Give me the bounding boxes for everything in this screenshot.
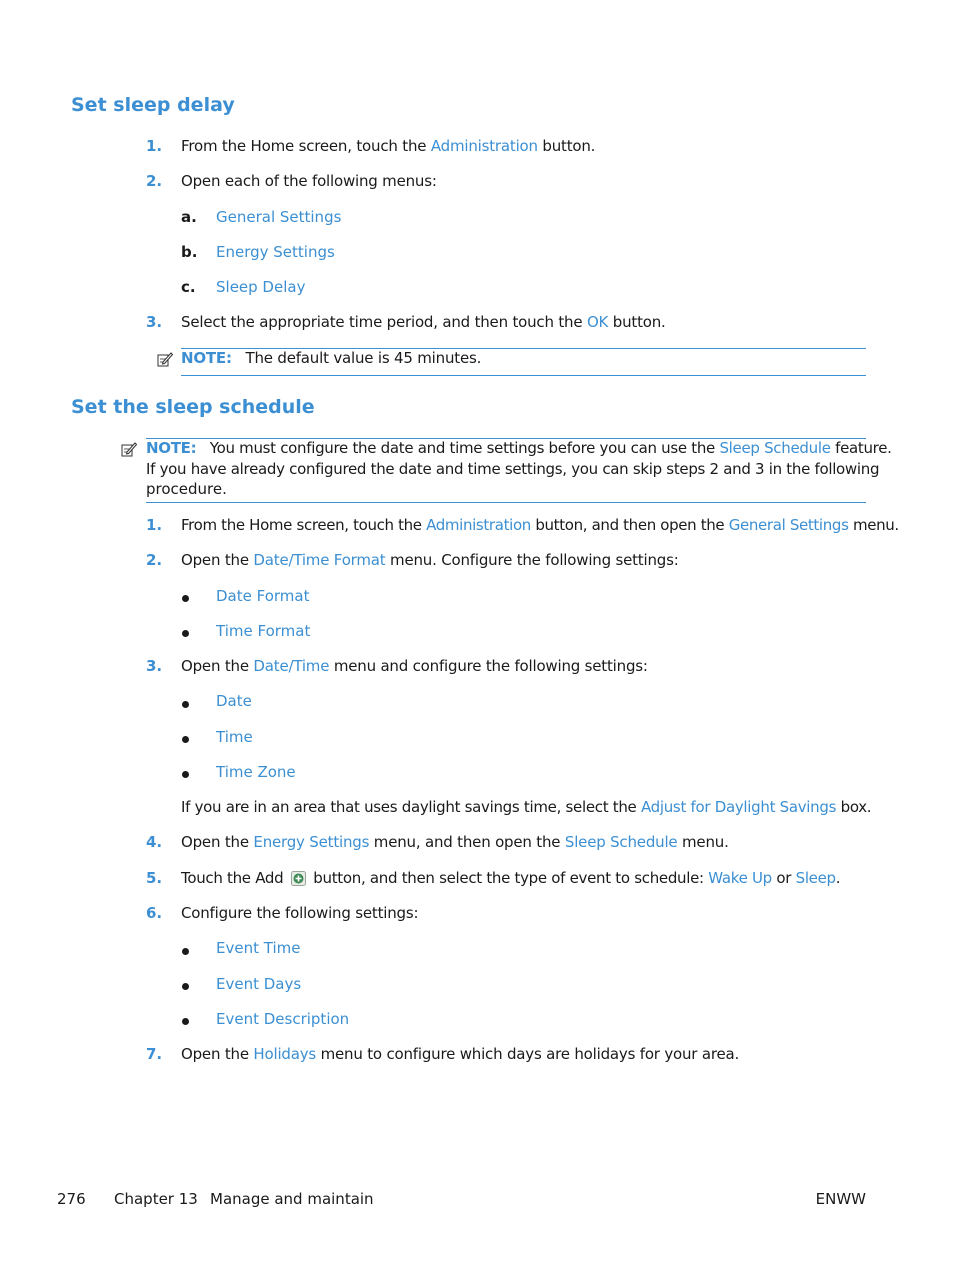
link-general-settings[interactable]: General Settings xyxy=(216,208,342,226)
link-event-time[interactable]: Event Time xyxy=(216,939,301,957)
step-number: 3. xyxy=(146,657,163,675)
link-wake-up[interactable]: Wake Up xyxy=(708,869,772,887)
section-heading-sleep-delay: Set sleep delay xyxy=(71,94,235,116)
link-event-days[interactable]: Event Days xyxy=(216,975,302,993)
bullet-icon xyxy=(182,1018,189,1025)
bullet-icon xyxy=(182,701,189,708)
note-line-3: procedure. xyxy=(146,480,227,498)
link-ok[interactable]: OK xyxy=(586,313,609,331)
note-rule-bottom xyxy=(146,502,866,503)
step-text: Open the Energy Settings menu, and then open the Sleep Schedule menu. xyxy=(181,833,729,851)
step-text: Open the Date/Time Format menu. Configure the following settings: xyxy=(181,551,679,569)
step-number: 5. xyxy=(146,869,163,887)
footer-code: ENWW xyxy=(815,1190,866,1208)
step-text: Open each of the following menus: xyxy=(181,172,437,190)
step-number: 1. xyxy=(146,516,163,534)
link-administration[interactable]: Administration xyxy=(426,516,531,534)
step-text: Open the Holidays menu to configure which days are holidays for your area. xyxy=(181,1045,740,1063)
link-energy-settings[interactable]: Energy Settings xyxy=(216,243,335,261)
note-line-1: NOTE: You must configure the date and time settings before you can use the Sleep Schedule feature. xyxy=(146,439,892,457)
bullet-icon xyxy=(182,595,189,602)
step-text: Select the appropriate time period, and then touch the OK button. xyxy=(181,313,666,331)
link-sleep-schedule[interactable]: Sleep Schedule xyxy=(719,439,831,457)
bullet-icon xyxy=(182,630,189,637)
link-general-settings[interactable]: General Settings xyxy=(728,516,849,534)
link-adjust-daylight-savings[interactable]: Adjust for Daylight Savings xyxy=(640,798,837,816)
substep-letter: b. xyxy=(181,243,198,261)
step-number: 2. xyxy=(146,172,163,190)
link-administration[interactable]: Administration xyxy=(430,137,538,155)
substep-letter: c. xyxy=(181,278,196,296)
link-sleep[interactable]: Sleep xyxy=(795,869,836,887)
bullet-icon xyxy=(182,948,189,955)
link-sleep-schedule[interactable]: Sleep Schedule xyxy=(564,833,678,851)
step-number: 2. xyxy=(146,551,163,569)
footer-chapter: Chapter 13 xyxy=(114,1190,198,1208)
note-pencil-icon xyxy=(157,351,173,367)
link-date[interactable]: Date xyxy=(216,692,252,710)
step-number: 7. xyxy=(146,1045,163,1063)
footer-chapter-title: Manage and maintain xyxy=(210,1190,374,1208)
step-text: Open the Date/Time menu and configure the following settings: xyxy=(181,657,648,675)
step-extra-text: If you are in an area that uses daylight savings time, select the Adjust for Daylight Savings box. xyxy=(181,798,872,816)
link-energy-settings[interactable]: Energy Settings xyxy=(253,833,370,851)
step-text: From the Home screen, touch the Administration button, and then open the General Settings menu. xyxy=(181,516,899,534)
step-text: From the Home screen, touch the Administration button. xyxy=(181,137,596,155)
step-number: 6. xyxy=(146,904,163,922)
step-number: 3. xyxy=(146,313,163,331)
page-number: 276 xyxy=(57,1190,86,1208)
bullet-icon xyxy=(182,983,189,990)
note-text: NOTE: The default value is 45 minutes. xyxy=(181,349,482,367)
section-heading-sleep-schedule: Set the sleep schedule xyxy=(71,396,315,418)
bullet-icon xyxy=(182,736,189,743)
link-date-time[interactable]: Date/Time xyxy=(253,657,330,675)
substep-letter: a. xyxy=(181,208,197,226)
step-number: 1. xyxy=(146,137,163,155)
note-line-2: If you have already configured the date and time settings, you can skip steps 2 and 3 in the following xyxy=(146,460,880,478)
link-time[interactable]: Time xyxy=(216,728,253,746)
step-text: Touch the Add button, and then select the type of event to schedule: Wake Up or Sleep. xyxy=(181,869,841,887)
link-event-description[interactable]: Event Description xyxy=(216,1010,350,1028)
link-date-format[interactable]: Date Format xyxy=(216,587,310,605)
link-time-format[interactable]: Time Format xyxy=(216,622,311,640)
add-button-icon xyxy=(291,871,306,886)
note-pencil-icon xyxy=(121,441,137,457)
link-date-time-format[interactable]: Date/Time Format xyxy=(253,551,386,569)
step-text: Configure the following settings: xyxy=(181,904,419,922)
link-holidays[interactable]: Holidays xyxy=(253,1045,317,1063)
note-rule-bottom xyxy=(181,375,866,376)
step-number: 4. xyxy=(146,833,163,851)
link-time-zone[interactable]: Time Zone xyxy=(216,763,296,781)
bullet-icon xyxy=(182,771,189,778)
link-sleep-delay[interactable]: Sleep Delay xyxy=(216,278,306,296)
